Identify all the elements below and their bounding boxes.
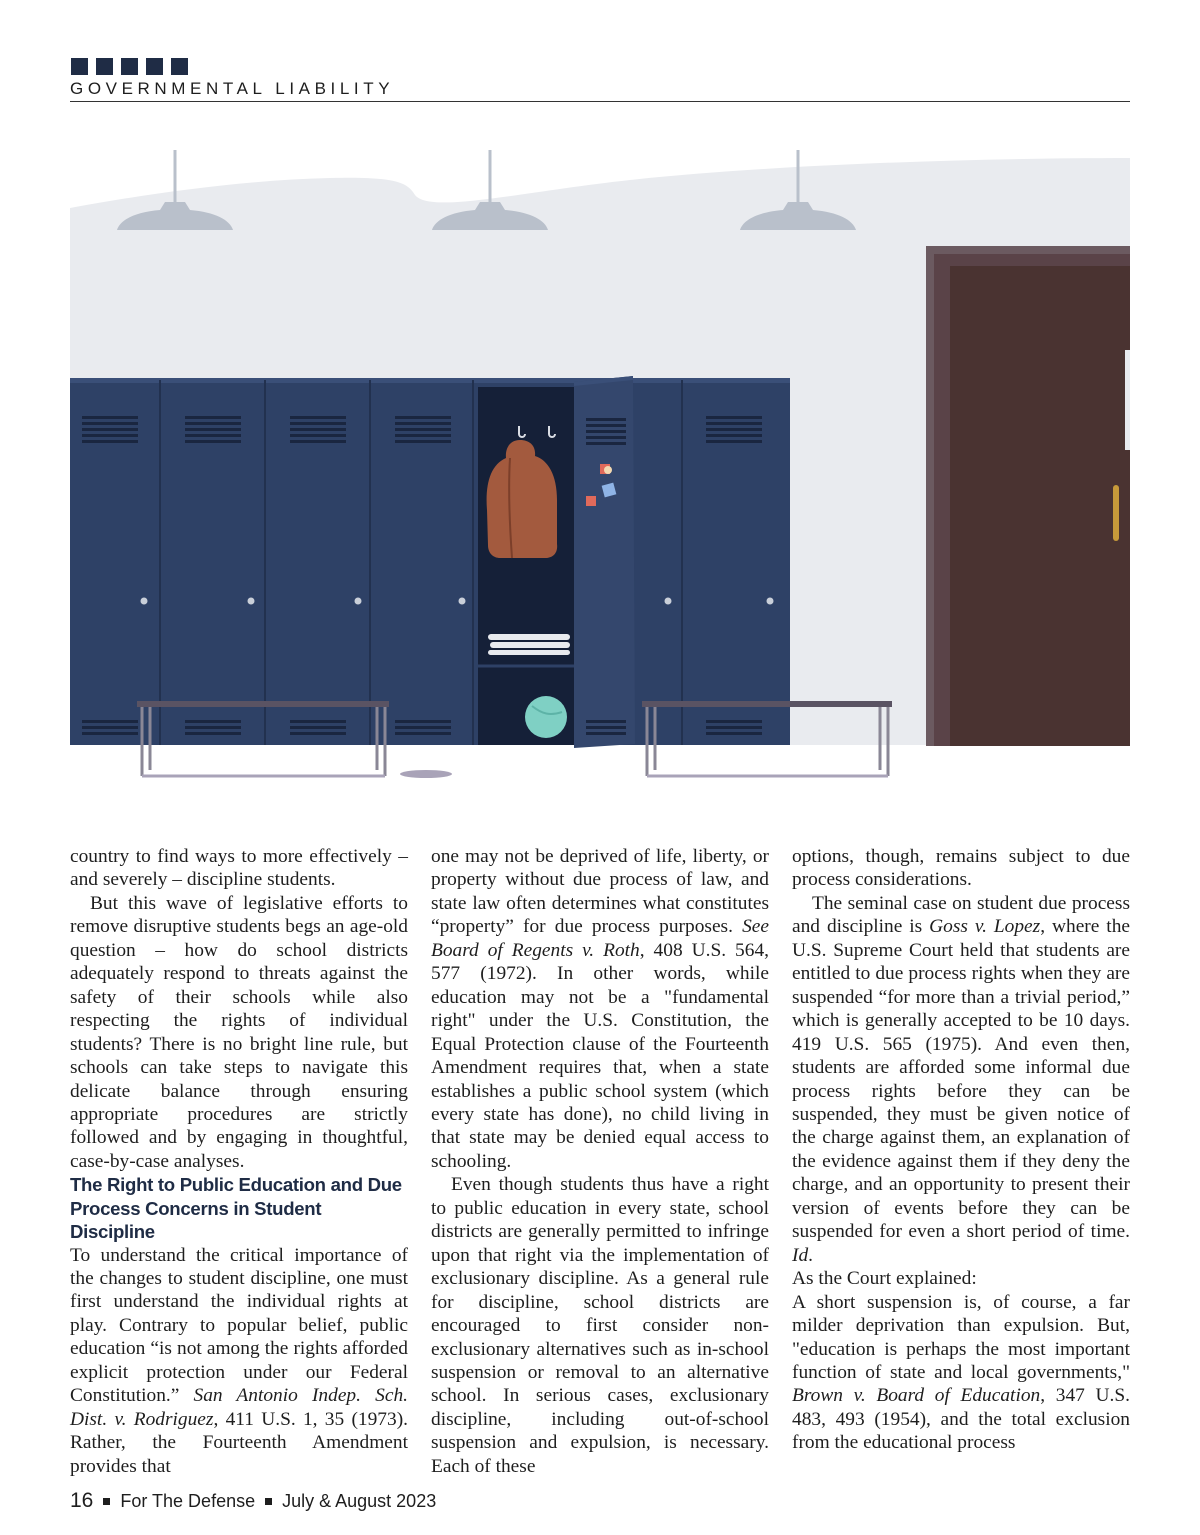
paragraph: one may not be deprived of life, liberty, or property without due process of law, and state law often determines what constitutes “property” for due process purposes. See Board of Regents v. Roth, 408 U.S. 564, 577 (1972). In other words, while education may not be a "fundamental right" under the U.S. Constitution, the Equal Protection clause of the Fourteenth Amendment requires that, when a state establishes a public school system (which every state has done), no child living in that state may be denied equal access to schooling. (431, 846, 769, 1172)
article-column-1 (70, 845, 408, 1478)
header-rule (70, 101, 1130, 102)
doorway (926, 246, 1130, 746)
case-citation: Goss v. Lopez (929, 916, 1041, 938)
open-locker (478, 384, 574, 745)
ceiling-lamp-2 (432, 150, 548, 230)
paragraph: To understand the critical importance of the changes to student discipline, one must first understand the individual rights at play. Contrary to popular belief, public education “is not among the rights afforded explicit protection under our Federal Constitution.” San Antonio Indep. Sch. Dist. v. Rodriguez, 411 U.S. 1, 35 (1973). Rather, the Fourteenth Amendment provides that (70, 1244, 408, 1477)
paragraph: The seminal case on student due process and discipline is Goss v. Lopez, where the U.S. Supreme Court held that students are entitled to due process rights when they are suspended “for more than a trivial period,” which is generally accepted to be 10 days. 419 U.S. 565 (1975). And even then, students are afforded some informal due process rights before they can be suspended, they must be given notice of the charge against them, an explanation of the evidence against them if they deny the charge, and an opportunity to present their version of events before they can be suspended for even a short period of time. Id. (792, 892, 1131, 1266)
marker-square (171, 58, 188, 75)
paragraph: Even though students thus have a right to public education in every state, school districts are generally permitted to infringe upon that right via the implementation of exclusionary discipline. As a general rule for discipline, school districts are encouraged to first consider non-exclusionary alternatives such as in-school suspension or removal to an alternative school. In serious cases, exclusionary discipline, including out-of-school suspension and expulsion, is necessary. Each of these (431, 1174, 769, 1477)
paragraph: As the Court explained: (792, 1268, 977, 1290)
folded-towels (488, 634, 570, 655)
section-subheading: The Right to Public Education and Due Process Concerns in Student Discipline (70, 1174, 402, 1243)
footer-separator (265, 1498, 272, 1505)
marker-square (96, 58, 113, 75)
school-lockers-illustration (70, 140, 1130, 800)
section-label: GOVERNMENTAL LIABILITY (70, 79, 395, 98)
paragraph: But this wave of legislative efforts to remove disruptive students begs an age-old question – how do school districts adequately respond to threats against the safety of their schools while also respecting the rights of individual students? There is no bright line rule, but schools can take steps to navigate this delicate balance through ensuring appropriate procedures are strictly followed and by engaging in thoughtful, case-by-case analyses. (70, 892, 408, 1172)
case-citation: San Antonio Indep. Sch. Dist. v. Rodriguez (70, 1385, 408, 1430)
paragraph: country to find ways to more effectively – and severely – discipline students. (70, 846, 408, 891)
marker-square (146, 58, 163, 75)
ball (525, 696, 567, 738)
page-footer (70, 1489, 436, 1513)
article-column-3 (792, 845, 1130, 1455)
issue-date: July & August 2023 (282, 1490, 437, 1511)
block-quote: A short suspension is, of course, a far milder deprivation than expulsion. But, "education is perhaps the most important function of state and local governments," Brown v. Board of Education, 347 U.S. 483, 493 (1954), and the total exclusion from the educational process (792, 1291, 1130, 1454)
publication-name: For The Defense (120, 1490, 256, 1511)
case-citation: Brown v. Board of Education (792, 1385, 1041, 1407)
case-citation: See Board of Regents v. Roth (431, 916, 769, 961)
section-marker-squares (71, 58, 188, 75)
id-citation: Id (792, 1244, 809, 1266)
marker-square (71, 58, 88, 75)
open-locker-door (574, 376, 635, 748)
marker-square (121, 58, 138, 75)
footer-separator (103, 1498, 110, 1505)
locker-bank (70, 376, 790, 748)
article-column-2 (431, 845, 769, 1478)
page-number: 16 (70, 1489, 94, 1512)
paragraph: options, though, remains subject to due process considerations. (792, 846, 1130, 891)
